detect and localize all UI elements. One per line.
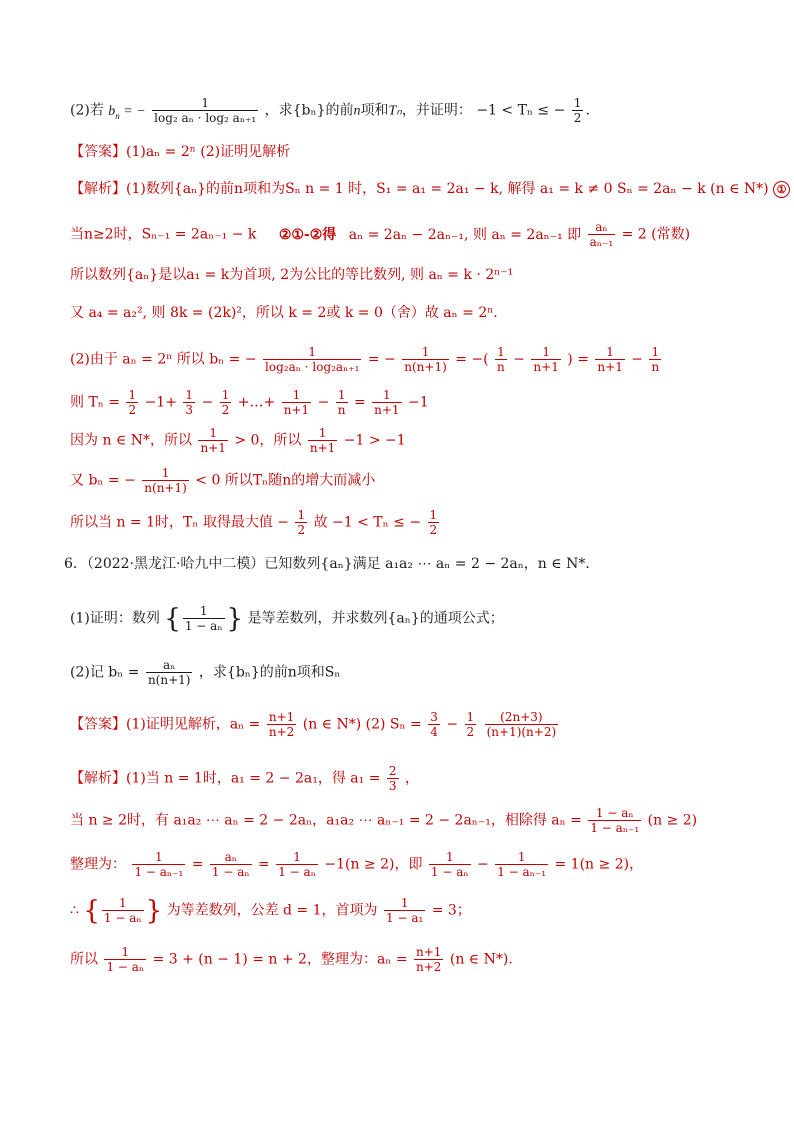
analysis-line-11: 当 n ≥ 2时，有 a₁a₂ ⋯ aₙ = 2 − 2aₙ，a₁a₂ ⋯ aₙ₋₁ = 2 − 2aₙ₋₁，相除得 aₙ = $\frac{\text{1 − aₙ}}{\text{1 − aₙ₋₁}}$ (n ≥ 2) <box>70 806 698 835</box>
analysis-line-6: 则 Tₙ = $\frac{1}{2}$ −1+ $\frac{1}{3}$ − $\frac{1}{2}$ +…+ $\frac{1}{n+1}$ − $\frac{1}{n}$ = $\frac{1}{n+1}$ −1 <box>70 388 429 417</box>
circled-one-mark: ① <box>773 181 790 198</box>
analysis-line-3: 所以数列{aₙ}是以a₁ = k为首项, 2为公比的等比数列, 则 aₙ = k · 2ⁿ⁻¹ <box>70 267 514 283</box>
answer-2: 【答案】(1)证明见解析，aₙ = $\frac{n+1}{n+2}$ (n ∈ N*) (2) Sₙ = $\frac{3}{4}$ − $\frac{1}{2}$ $\frac{(2n+3)}{(n+1)(n+2)}$ <box>70 710 557 739</box>
analysis-line-12: 整理为： $\frac{1}{\text{1 − aₙ₋₁}}$ = $\frac{\text{aₙ}}{\text{1 − aₙ}}$ = $\frac{1}{\text{1 − aₙ}}$ −1(n ≥ 2)，即 $\frac{1}{\text{1 − aₙ}}$ − $\frac{1}{\text{1 − aₙ₋₁}}$ = 1(n ≥ 2)， <box>70 850 644 879</box>
analysis-line-9: 所以当 n = 1时，Tₙ 取得最大值 − $\frac{1}{2}$ 故 −1 < Tₙ ≤ − $\frac{1}{2}$ <box>70 508 438 537</box>
analysis-line-4: 又 a₄ = a₂², 则 8k = (2k)²，所以 k = 2或 k = 0（舍）故 aₙ = 2ⁿ. <box>70 305 498 321</box>
analysis-line-8: 又 bₙ = − $\frac{1}{n(n+1)}$ < 0 所以Tₙ随n的增大而减小 <box>70 466 376 495</box>
analysis-line-2: 当n≥2时，Sₙ₋₁ = 2aₙ₋₁ − k ②①-②得 aₙ = 2aₙ − 2aₙ₋₁, 则 aₙ = 2aₙ₋₁ 即 $\frac{\text{aₙ}}{\text{aₙ₋₁}}$ = 2 (常数) <box>70 220 691 249</box>
question-6: 6．（2022·黑龙江·哈九中二模）已知数列{aₙ}满足 a₁a₂ ⋯ aₙ = 2 − 2aₙ，n ∈ N*． <box>64 556 600 572</box>
analysis-line-1: 【解析】(1)数列{aₙ}的前n项和为Sₙ n = 1 时，S₁ = a₁ = 2a₁ − k, 解得 a₁ = k ≠ 0 Sₙ = 2aₙ − k (n ∈ N*) ① <box>70 180 790 198</box>
part2-question: (2)若 $b_n$ = − $\frac{1}{\text{log₂ aₙ · log₂ aₙ₊₁}}$ ，求{bₙ}的前n项和Tₙ，并证明： −1 < Tₙ ≤ − $\frac{1}{2}$ . <box>70 96 590 125</box>
analysis-line-5: (2)由于 aₙ = 2ⁿ 所以 bₙ = − $\frac{1}{\text{log₂aₙ · log₂aₙ₊₁}}$ = − $\frac{1}{n(n+1)}$ = −( $\frac{1}{n}$ − $\frac{1}{n+1}$ ) = $\frac{1}{n+1}$ − $\frac{1}{n}$ <box>70 345 660 374</box>
question-6-part-2: (2)记 bₙ = $\frac{\text{aₙ}}{n(n+1)}$ ，求{bₙ}的前n项和Sₙ <box>70 658 341 687</box>
fraction: $\frac{1}{\text{log₂ aₙ · log₂ aₙ₊₁}}$ <box>154 96 257 125</box>
analysis-line-14: 所以 $\frac{1}{\text{1 − aₙ}}$ = 3 + (n − 1) = n + 2，整理为：aₙ = $\frac{n+1}{n+2}$ (n ∈ N*). <box>70 945 513 974</box>
analysis-line-7: 因为 n ∈ N*，所以 $\frac{1}{n+1}$ > 0，所以 $\frac{1}{n+1}$ −1 > −1 <box>70 426 406 455</box>
analysis-line-13: ∴ { $\frac{1}{\text{1 − aₙ}}$ } 为等差数列，公差 d = 1，首项为 $\frac{1}{\text{1 − a₁}}$ = 3； <box>70 895 471 926</box>
analysis-line-10: 【解析】(1)当 n = 1时，a₁ = 2 − 2a₁，得 a₁ = $\frac{2}{3}$ ， <box>70 764 419 793</box>
answer-1: 【答案】(1)aₙ = 2ⁿ (2)证明见解析 <box>70 144 291 160</box>
question-6-part-1: (1)证明：数列 { $\frac{1}{\text{1 − aₙ}}$ } 是等差数列，并求数列{aₙ}的通项公式； <box>70 603 504 634</box>
